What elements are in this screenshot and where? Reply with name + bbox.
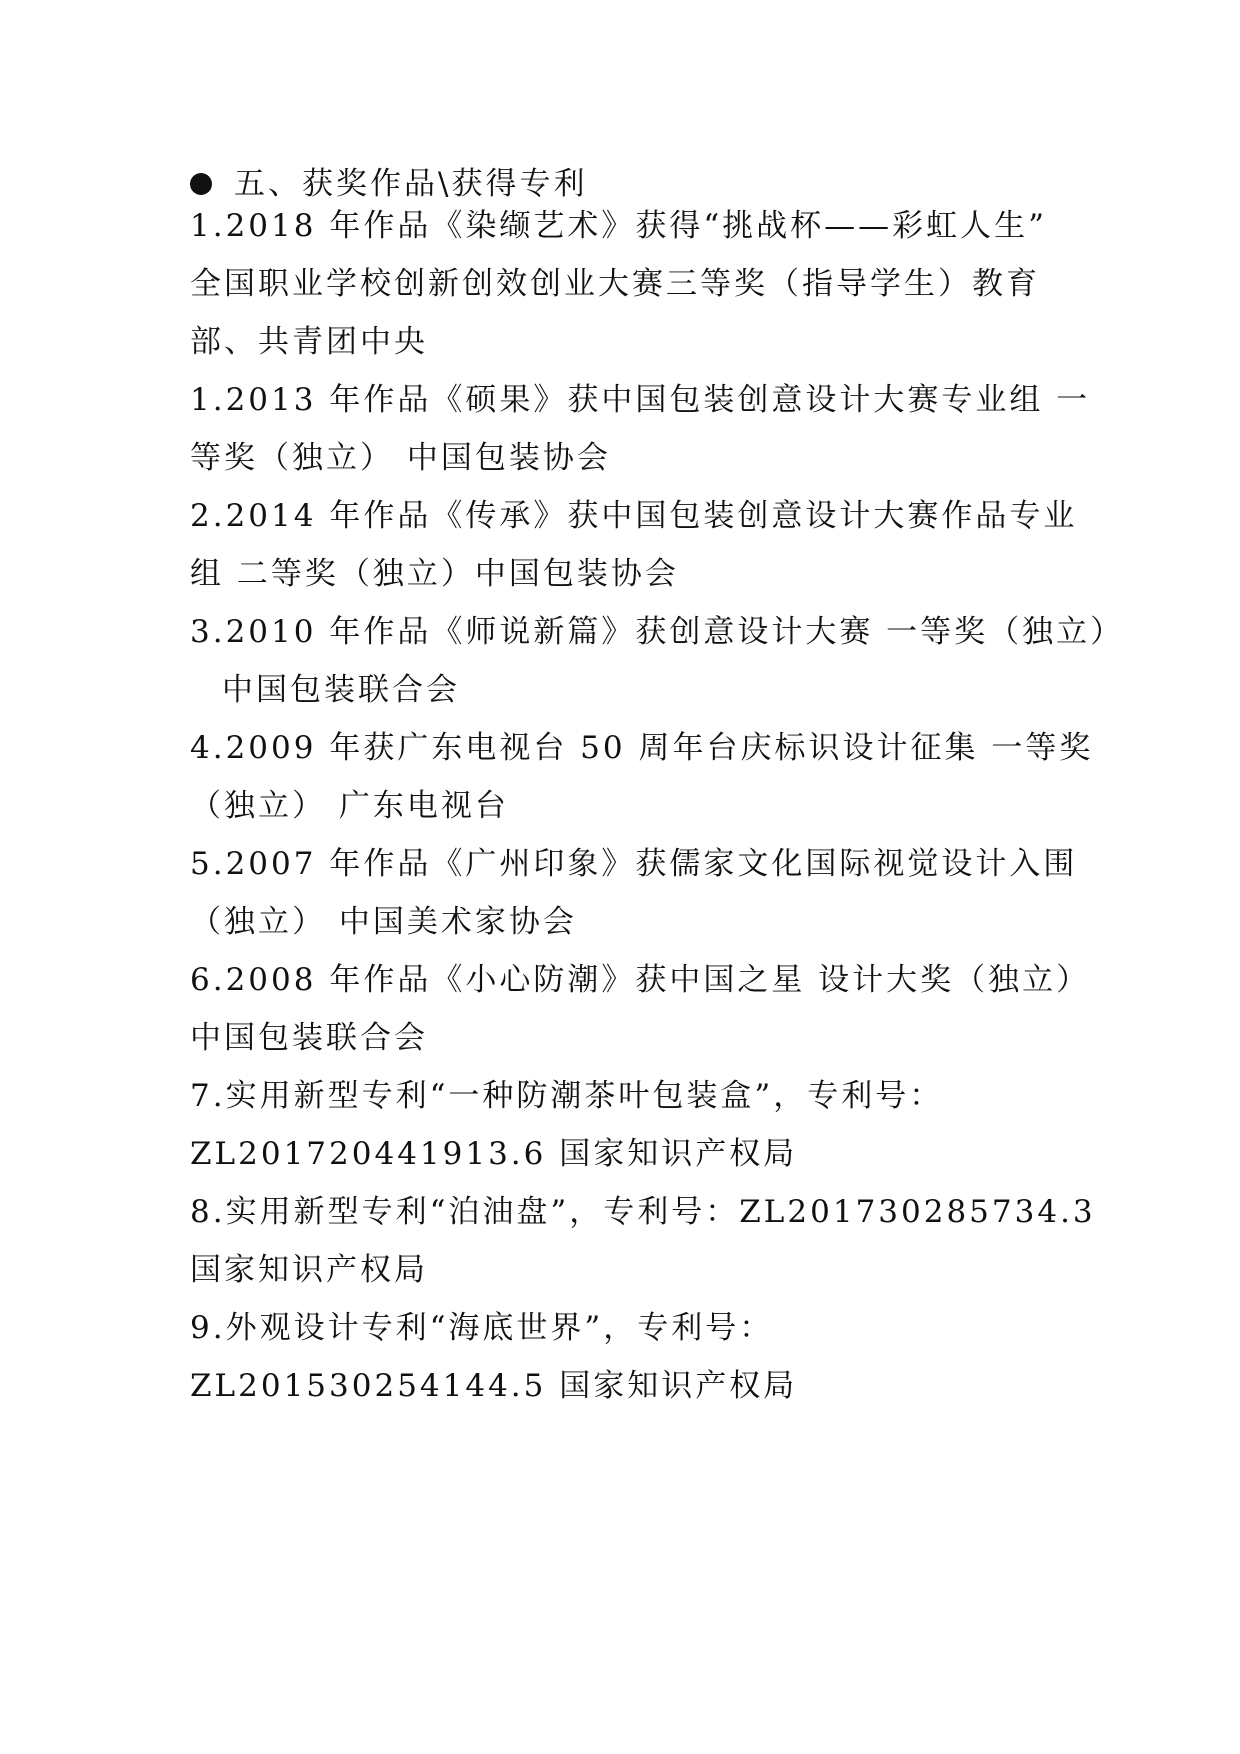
text-line: 8.实用新型专利“泊油盘”，专利号：ZL201730285734.3 bbox=[190, 1194, 1096, 1230]
text-line: 国家知识产权局 bbox=[190, 1252, 428, 1288]
text-line: 部、共青团中央 bbox=[190, 324, 428, 360]
text-line: 4.2009 年获广东电视台 50 周年台庆标识设计征集 一等奖 bbox=[190, 730, 1094, 766]
section-heading bbox=[190, 164, 587, 204]
text-line: 中国包装联合会 bbox=[222, 672, 460, 708]
text-line: 3.2010 年作品《师说新篇》获创意设计大赛 一等奖（独立） bbox=[190, 614, 1125, 650]
text-line: ZL201720441913.6 国家知识产权局 bbox=[190, 1136, 798, 1172]
text-line: 全国职业学校创新创效创业大赛三等奖（指导学生）教育 bbox=[190, 266, 1040, 302]
text-line: 2.2014 年作品《传承》获中国包装创意设计大赛作品专业 bbox=[190, 498, 1078, 534]
text-line: 1.2018 年作品《染缬艺术》获得“挑战杯——彩虹人生” bbox=[190, 208, 1048, 244]
text-line: ZL201530254144.5 国家知识产权局 bbox=[190, 1368, 798, 1404]
text-line: （独立） 中国美术家协会 bbox=[190, 904, 577, 940]
text-line: 5.2007 年作品《广州印象》获儒家文化国际视觉设计入围 bbox=[190, 846, 1078, 882]
text-line: 7.实用新型专利“一种防潮茶叶包装盒”，专利号： bbox=[190, 1078, 944, 1114]
text-line: （独立） 广东电视台 bbox=[190, 788, 509, 824]
text-line: 组 二等奖（独立）中国包装协会 bbox=[190, 556, 679, 592]
text-line: 1.2013 年作品《硕果》获中国包装创意设计大赛专业组 一 bbox=[190, 382, 1091, 418]
text-line: 等奖（独立） 中国包装协会 bbox=[190, 440, 611, 476]
text-line: 中国包装联合会 bbox=[190, 1020, 428, 1056]
text-line: 9.外观设计专利“海底世界”，专利号： bbox=[190, 1310, 774, 1346]
text-line: 6.2008 年作品《小心防潮》获中国之星 设计大奖（独立） bbox=[190, 962, 1091, 998]
bullet-icon bbox=[190, 173, 212, 195]
section-heading-text: 五、获奖作品\获得专利 bbox=[234, 166, 588, 202]
